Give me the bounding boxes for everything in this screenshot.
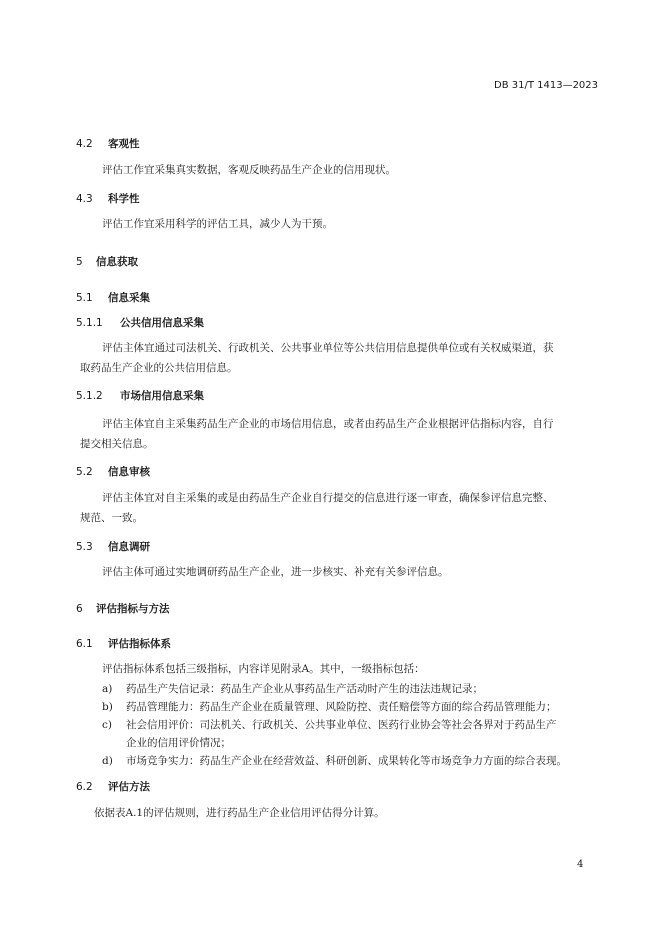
heading-number: 6.1 [76, 638, 93, 650]
paragraph-5-3: 评估主体可通过实地调研药品生产企业，进一步核实、补充有关参评信息。 [102, 566, 449, 578]
heading-title: 市场信用信息采集 [120, 390, 204, 402]
heading-title: 信息采集 [108, 292, 150, 304]
heading-number: 5.2 [76, 466, 93, 478]
paragraph-4-3: 评估工作宜采用科学的评估工具，减少人为干预。 [102, 218, 333, 230]
paragraph-5-1-1-line1: 评估主体宜通过司法机关、行政机关、公共事业单位等公共信用信息提供单位或有关权威渠道，获 [102, 342, 554, 354]
paragraph-6-1-intro: 评估指标体系包括三级指标，内容详见附录A。其中，一级指标包括： [102, 663, 425, 675]
heading-5-1-2 [76, 388, 204, 403]
heading-number: 5 [76, 256, 83, 268]
heading-number: 5.1.2 [76, 390, 103, 402]
list-item-d [102, 752, 602, 770]
list-text: 市场竞争实力：药品生产企业在经营效益、科研创新、成果转化等市场竞争力方面的综合表现。 [126, 755, 567, 767]
list-marker: b) [102, 701, 113, 713]
heading-5-3 [76, 539, 150, 554]
standard-code: DB 31/T 1413—2023 [494, 80, 599, 91]
heading-title: 信息获取 [96, 256, 138, 268]
heading-title: 信息审核 [108, 466, 150, 478]
list-marker: c) [102, 719, 112, 731]
heading-6-1 [76, 636, 171, 651]
heading-number: 6.2 [76, 781, 93, 793]
paragraph-6-2: 依据表A.1的评估规则，进行药品生产企业信用评估得分计算。 [94, 807, 385, 819]
heading-number: 5.1.1 [76, 317, 103, 329]
paragraph-4-2: 评估工作宜采集真实数据，客观反映药品生产企业的信用现状。 [102, 164, 396, 176]
heading-number: 6 [76, 603, 83, 615]
heading-title: 评估方法 [108, 781, 150, 793]
list-marker: a) [102, 683, 113, 695]
heading-4-2 [76, 136, 140, 151]
paragraph-5-2-line2: 规范、一致。 [80, 512, 143, 524]
list-marker: d) [102, 755, 113, 767]
paragraph-5-1-2-line1: 评估主体宜自主采集药品生产企业的市场信用信息，或者由药品生产企业根据评估指标内容，自行 [102, 418, 554, 430]
heading-title: 信息调研 [108, 541, 150, 553]
heading-6 [76, 601, 170, 616]
paragraph-5-1-2-line2: 提交相关信息。 [80, 438, 154, 450]
heading-5-2 [76, 464, 150, 479]
heading-number: 4.3 [76, 193, 93, 205]
heading-title: 评估指标体系 [108, 638, 171, 650]
heading-number: 4.2 [76, 138, 93, 150]
heading-title: 公共信用信息采集 [120, 317, 204, 329]
list-text: 药品管理能力：药品生产企业在质量管理、风险防控、责任赔偿等方面的综合药品管理能力； [126, 701, 557, 713]
list-item-a [102, 680, 602, 698]
paragraph-5-1-1-line2: 取药品生产企业的公共信用信息。 [80, 362, 238, 374]
list-text: 药品生产失信记录：药品生产企业从事药品生产活动时产生的违法违规记录； [126, 683, 483, 695]
heading-number: 5.1 [76, 292, 93, 304]
heading-5 [76, 254, 138, 269]
heading-title: 客观性 [108, 138, 140, 150]
list-text-continued: 企业的信用评价情况； [126, 737, 231, 749]
heading-title: 评估指标与方法 [96, 603, 170, 615]
heading-title: 科学性 [108, 193, 140, 205]
heading-4-3 [76, 191, 140, 206]
list-item-b [102, 698, 602, 716]
heading-5-1-1 [76, 315, 204, 330]
heading-6-2 [76, 779, 150, 794]
heading-number: 5.3 [76, 541, 93, 553]
list-item-c [102, 716, 602, 752]
paragraph-5-2-line1: 评估主体宜对自主采集的或是由药品生产企业自行提交的信息进行逐一审查，确保参评信息完整、 [102, 492, 554, 504]
list-text: 社会信用评价：司法机关、行政机关、公共事业单位、医药行业协会等社会各界对于药品生产 [126, 719, 557, 731]
heading-5-1 [76, 290, 150, 305]
page-number: 4 [577, 859, 584, 870]
